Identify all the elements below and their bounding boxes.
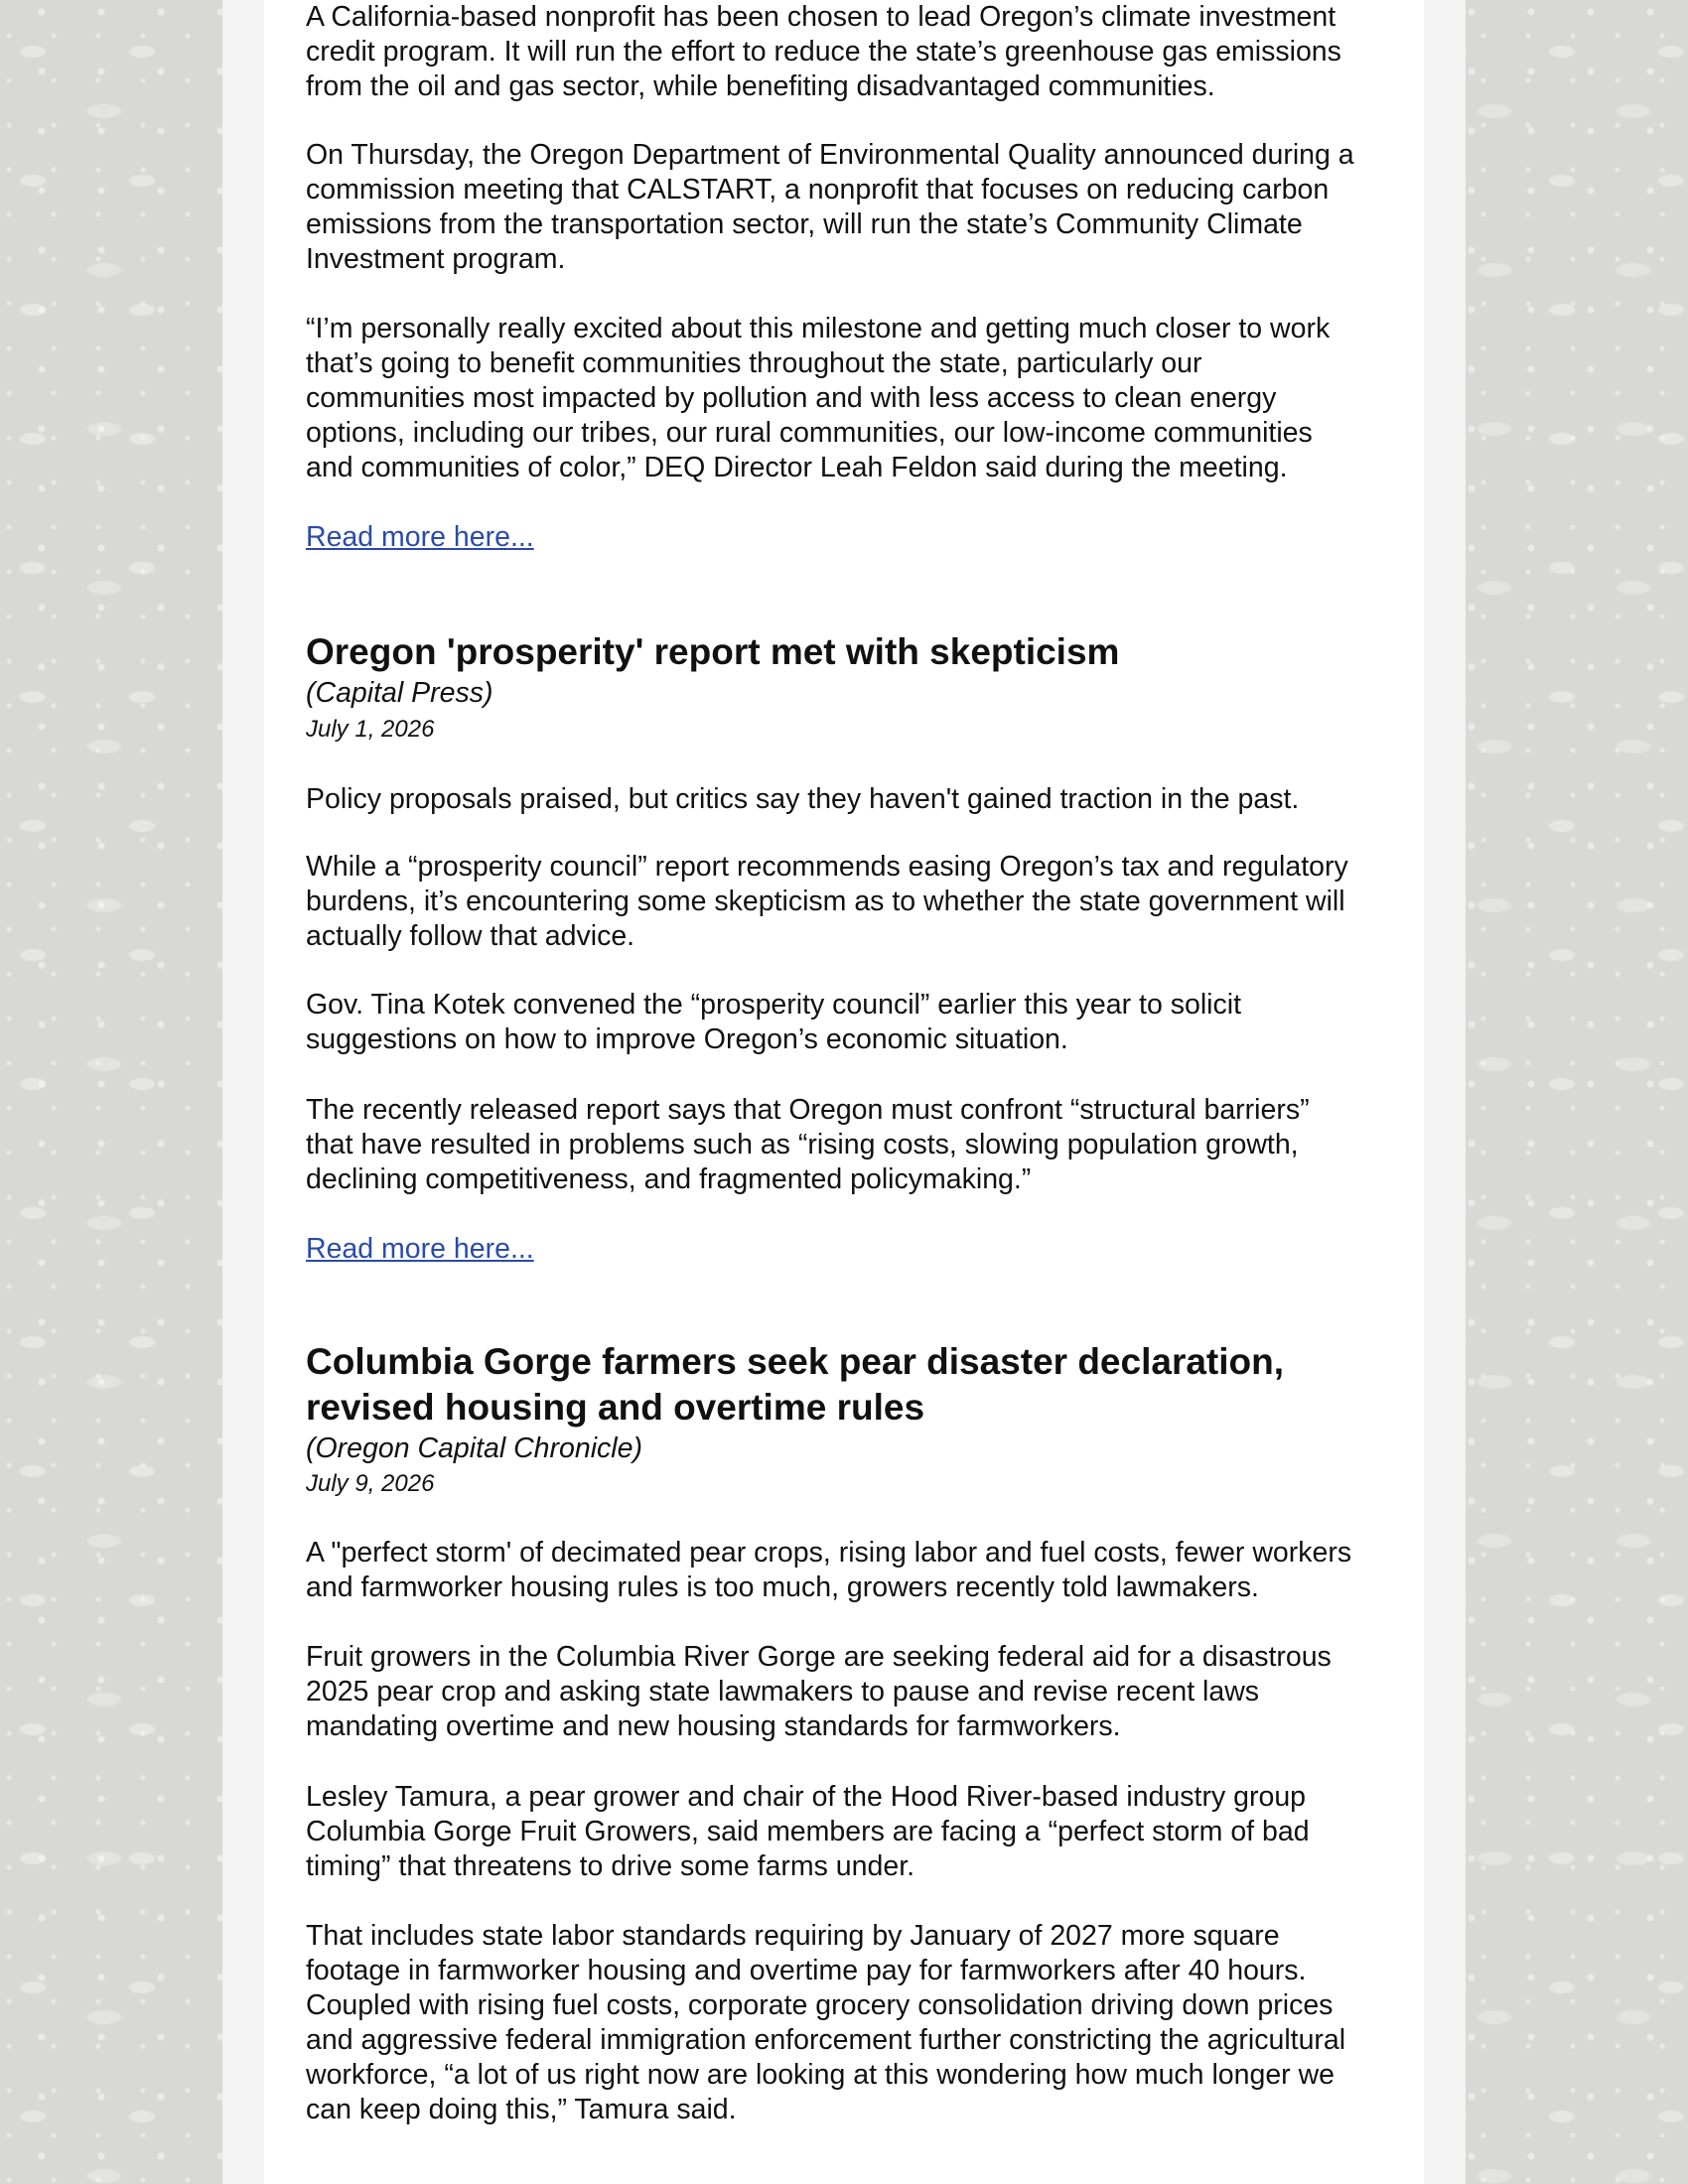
read-more-link[interactable]: Read more here... — [306, 1233, 534, 1265]
article-source: (Oregon Capital Chronicle) — [306, 1433, 642, 1464]
article-paragraph: A "perfect storm' of decimated pear crops, rising labor and fuel costs, fewer workers and farmworker housing rules is too much, growers recently told lawmakers. — [306, 1537, 1352, 1603]
article-paragraph: “I’m personally really excited about this milestone and getting much closer to work that’s going to benefit communities throughout the state, particularly our communities most impacted by pollution and with less access to clean energy options, including our tribes, our rural communities, our low-income communities and communities of color,” DEQ Director Leah Feldon said during the meeting. — [306, 313, 1331, 483]
article-date: July 1, 2026 — [306, 716, 435, 743]
article-date: July 9, 2026 — [306, 1470, 435, 1497]
article-paragraph: Gov. Tina Kotek convened the “prosperity council” earlier this year to solicit suggestions on how to improve Oregon’s economic situation. — [306, 989, 1241, 1055]
article-paragraph: Policy proposals praised, but critics say they haven't gained traction in the past. — [306, 783, 1300, 815]
article-paragraph: The recently released report says that Oregon must confront “structural barriers” that have resulted in problems such as “rising costs, slowing population growth, declining competitiveness, and fragmented policymaking.” — [306, 1094, 1310, 1195]
article-source: (Capital Press) — [306, 677, 493, 709]
read-more-link[interactable]: Read more here... — [306, 521, 534, 553]
article-paragraph: That includes state labor standards requiring by January of 2027 more square footage in farmworker housing and overtime pay for farmworkers after 40 hours. Coupled with rising fuel costs, corporate grocery consolidation driving down prices and aggressive federal immigration enforcement further constricting the agricultural workforce, “a lot of us right now are looking at this wondering how much longer we can keep doing this,” Tamura said. — [306, 1920, 1346, 2125]
article-paragraph: On Thursday, the Oregon Department of Environmental Quality announced during a commission meeting that CALSTART, a nonprofit that focuses on reducing carbon emissions from the transportation sector, will run the state’s Community Climate Investment program. — [306, 139, 1354, 275]
article-paragraph: Fruit growers in the Columbia River Gorge are seeking federal aid for a disastrous 2025 pear crop and asking state lawmakers to pause and revise recent laws mandating overtime and new housing standards for farmworkers. — [306, 1641, 1332, 1742]
article-headline: Columbia Gorge farmers seek pear disaster declaration, revised housing and overtime rules — [306, 1341, 1284, 1428]
article-paragraph: A California-based nonprofit has been chosen to lead Oregon’s climate investment credit program. It will run the effort to reduce the state’s greenhouse gas emissions from the oil and gas sector, while benefiting disadvantaged communities. — [306, 1, 1341, 102]
article-headline: Oregon 'prosperity' report met with skepticism — [306, 631, 1120, 672]
article-paragraph: While a “prosperity council” report recommends easing Oregon’s tax and regulatory burdens, it’s encountering some skepticism as to whether the state government will actually follow that advice. — [306, 851, 1348, 952]
article-paragraph: Lesley Tamura, a pear grower and chair of the Hood River-based industry group Columbia Gorge Fruit Growers, said members are facing a “perfect storm of bad timing” that threatens to drive some farms under. — [306, 1781, 1310, 1882]
